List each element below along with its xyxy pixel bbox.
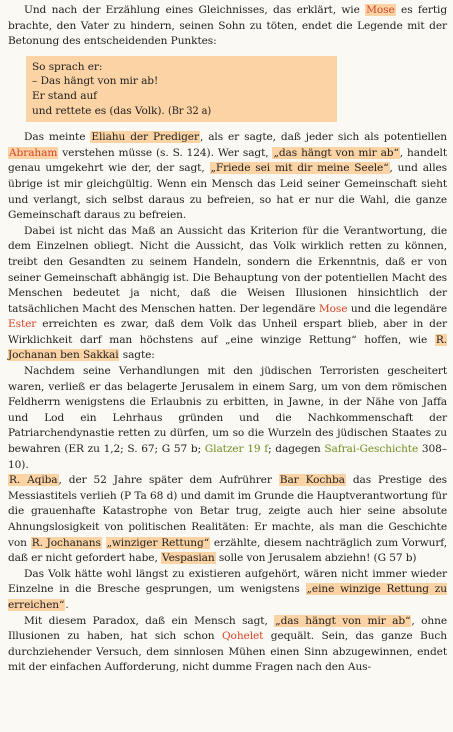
paragraph-6: Das Volk hätte wohl längst zu existieren aufgehört, wären nicht immer wieder Einzelne in die Bresche gesprungen, um wenigstens „eine winzige Rettung zu erreichen“. (8, 567, 447, 611)
paragraph-3: Dabei ist nicht das Maß an Aussicht das Kriterion für die Verantwortung, die dem Einzelnen obliegt. Nicht die Aussicht, das Volk wirklich retten zu können, treibt den Gesandten zu seinem Handeln, sondern die Erkenntnis, daß er von seiner Gemeinschaft abhängig ist. Die Behauptung von der potentiellen Macht des Menschen bedeutet ja nicht, daß die Weisen Illusionen hinsichtlich der tatsächlichen Macht des Menschen hatten. Der legendäre Mose und die legendäre Ester erreichten es zwar, daß dem Volk das Unheil erspart blieb, aber in der Wirklichkeit darf man höchstens auf „eine winzige Rettung“ hoffen, wie R. Jochanan ben Sakkai sagte: (8, 224, 447, 362)
quote-line: – Das hängt von mir ab! (32, 75, 159, 88)
quote-line: Er stand auf (32, 89, 98, 102)
paragraph-2: Das meinte Eliahu der Prediger, als er sagte, daß jeder sich als potentiellen Abraham verstehen müsse (s. S. 124). Wer sagt, „das hängt von mir ab“, handelt genau umgekehrt wie der, der sagt, „Friede sei mit dir meine Seele“, und alles übrige ist mir gleichgültig. Wenn ein Mensch das Leid seiner Gemeinschaft sieht und verlangt, sich selbst daraus zu befreien, so hat er nur die Wahl, die ganze Gemeinschaft daraus zu befreien. (8, 131, 447, 222)
name-vespasian: Vespasian (162, 552, 215, 565)
name-eliahu: Eliahu der Prediger (91, 131, 199, 144)
name-mose: Mose (366, 4, 395, 16)
name-jochanan: R. Jochanan ben Sakkai (8, 333, 447, 362)
paragraph-5: R. Aqiba, der 52 Jahre später dem Aufrührer Bar Kochba das Prestige des Messiastitels verlieh (P Ta 68 d) und damit im Grunde die Hauptverantwortung für die grauenhafte Katastrophe von Betar trug, zeigte auch hier seine absolute Ahnungslosigkeit von politischen Realitäten: Er machte, als man die Geschichte von R. Jochanans „winziger Rettung“ erzählte, diesem nachträglich zum Vorwurf, daß er nicht gefordert habe, Vespasian solle von Jerusalem abziehn! (G 57 b) (8, 474, 448, 565)
quote-inline: „das hängt von mir ab“ (273, 146, 399, 159)
name-ester: Ester (8, 318, 37, 331)
quote-block (26, 56, 337, 122)
paragraph-4: Nachdem seine Verhandlungen mit den jüdischen Terroristen gescheitert waren, verließ er das belagerte Jerusalem in einem Sarg, um von dem römischen Feldherrn wenigstens die Erlaubnis zu erbitten, in Jawne, in der Nähe von Jaffa und Lod ein Lehrhaus gründen und die Nachkommenschaft der Patriarchendynastie retten zu dürfen, um so die Wurzeln des jüdischen Staates zu bewahren (ER zu 1,2; S. 67; G 57 b; Glatzer 19 f; dagegen Safrai-Geschichte 308–10). (8, 365, 448, 471)
name-jochanans: R. Jochanans (31, 536, 101, 549)
quote-inline: „winziger Rettung“ (106, 536, 210, 549)
paragraph-1: Und nach der Erzählung eines Gleichnisses, das erklärt, wie Mose es fertig brachte, den Vater zu hindern, seinen Sohn zu töten, endet die Legende mit der Betonung des entscheidenden Punktes: (8, 4, 448, 48)
reference-glatzer: Glatzer 19 f (204, 443, 269, 456)
name-bar-kochba: Bar Kochba (279, 474, 345, 487)
quote-line: So sprach er: (32, 60, 103, 73)
reference-safrai: Safrai-Geschichte (324, 443, 419, 456)
name-mose: Mose (318, 302, 348, 315)
quote-inline: „das hängt von mir ab“ (275, 614, 411, 627)
paragraph-7: Mit diesem Paradox, daß ein Mensch sagt, „das hängt von mir ab“, ohne Illusionen zu haben, hat sich schon Qohelet gequält. Sein, das ganze Buch durchziehender Versuch, dem sinnlosen Mühen einen Sinn abzugewinnen, endet mit der einfachen Aufforderung, nicht dumme Fragen nach den Aus- (8, 614, 447, 674)
quote-line: und rettete es (das Volk). (Br 32 a) (32, 104, 212, 117)
name-qohelet: Qohelet (221, 630, 264, 643)
name-aqiba: R. Aqiba (9, 474, 58, 487)
quote-inline: „Friede sei mit dir meine Seele“ (210, 162, 389, 175)
quote-reference: (Br 32 a) (167, 105, 212, 117)
name-abraham: Abraham (9, 146, 58, 159)
quote-inline: „eine winzige Rettung zu erreichen“ (8, 583, 447, 611)
